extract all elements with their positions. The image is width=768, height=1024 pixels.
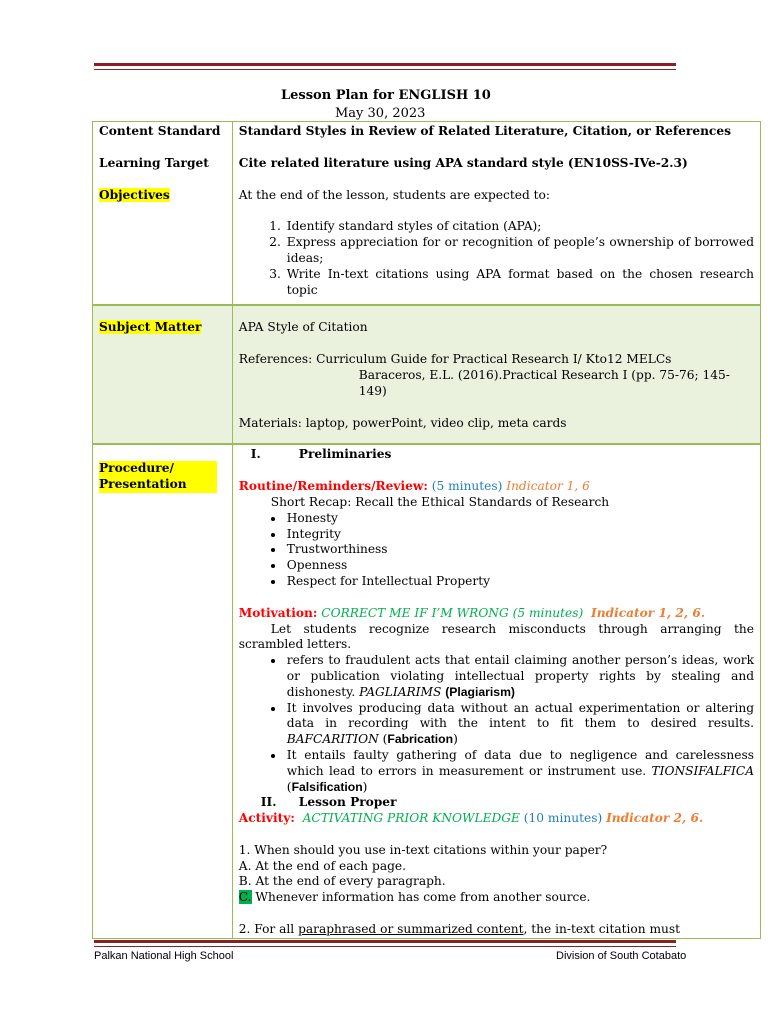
subject-matter-topic: APA Style of Citation — [238, 320, 368, 335]
list-item: • refers to fraudulent acts that entail claiming another person’s ideas, work or publication violating intellectual property rights by stealing and dishonesty. PAGLIARIMS (Plagiarism) — [285, 653, 754, 700]
procedure-label: Procedure/ Presentation — [99, 461, 217, 493]
question-1: 1. When should you use in-text citations within your paper? — [238, 842, 608, 857]
header-rule — [94, 63, 676, 66]
misconduct-list — [239, 653, 754, 795]
list-item: • Respect for Intellectual Property — [285, 574, 754, 590]
footer-rule — [94, 940, 676, 943]
question-1-option-b: B. At the end of every paragraph. — [238, 874, 446, 889]
references-line-1: References: Curriculum Guide for Practical Research I/ Kto12 MELCs — [238, 352, 672, 367]
content-standard-label: Content Standard Learning Target Objectives — [93, 122, 233, 306]
table-row-subject-matter — [93, 305, 761, 444]
objectives-label: Objectives — [99, 187, 170, 202]
procedure-label-cell — [93, 444, 233, 938]
subject-matter-label: Subject Matter — [99, 320, 202, 335]
content-standard-cell — [232, 122, 760, 306]
footer-school: Palkan National High School — [94, 950, 234, 962]
references-line-2: Baraceros, E.L. (2016).Practical Research I (pp. 75-76; 145-149) — [358, 367, 730, 398]
list-item: 1. Identify standard styles of citation (APA); — [285, 219, 754, 235]
objectives-intro: At the end of the lesson, students are expected to: — [238, 187, 550, 202]
content-standard-value: Standard Styles in Review of Related Literature, Citation, or References — [238, 124, 731, 138]
lesson-plan-table — [92, 121, 761, 939]
question-1-option-c: C. Whenever information has come from another source. — [238, 890, 591, 905]
table-row-procedure — [93, 444, 761, 938]
question-1-option-a: A. At the end of each page. — [238, 858, 406, 873]
recap-list — [239, 511, 754, 590]
motivation-desc: Let students recognize research misconducts through arranging the scrambled letters. — [238, 621, 754, 652]
table-row-content-standard — [93, 122, 761, 306]
routine-line: Routine/Reminders/Review: (5 minutes) Indicator 1, 6 — [238, 479, 590, 494]
learning-target-label: Learning Target — [99, 155, 209, 170]
list-item: 3. Write In-text citations using APA format based on the chosen research topic — [285, 267, 754, 299]
subject-matter-cell — [232, 305, 760, 444]
recap-line: Short Recap: Recall the Ethical Standards of Research — [270, 494, 610, 509]
list-item: • Trustworthiness — [285, 542, 754, 558]
header-rule-thin — [94, 69, 676, 70]
footer-division: Division of South Cotabato — [556, 950, 687, 962]
page-date: May 30, 2023 — [335, 106, 426, 121]
list-item: 2. Express appreciation for or recognition of people’s ownership of borrowed ideas; — [285, 235, 754, 267]
motivation-line: Motivation: CORRECT ME IF I’M WRONG (5 minutes) Indicator 1, 2, 6. — [238, 605, 706, 620]
objectives-list — [239, 219, 754, 298]
list-item: • Honesty — [285, 511, 754, 527]
section-preliminaries: I. Preliminaries — [250, 447, 392, 462]
list-item: • It entails faulty gathering of data due to negligence and carelessness which lead to errors in measurement or instrument use. TIONSIFALFICA (Falsification) — [285, 748, 754, 795]
footer-rule-thin — [94, 946, 676, 947]
section-lesson-proper: II. Lesson Proper — [260, 795, 397, 810]
answer-highlight: C. — [238, 890, 252, 905]
activity-line: Activity: ACTIVATING PRIOR KNOWLEDGE (10 minutes) Indicator 2, 6. — [238, 811, 704, 826]
list-item: • It involves producing data without an actual experimentation or altering data in recording with the intent to fit them to desired results. BAFCARITION (Fabrication) — [285, 701, 754, 748]
question-2: 2. For all paraphrased or summarized content, the in-text citation must — [238, 922, 681, 937]
list-item: • Integrity — [285, 527, 754, 543]
materials: Materials: laptop, powerPoint, video clip, meta cards — [238, 415, 567, 430]
procedure-cell — [232, 444, 760, 938]
learning-target-value: Cite related literature using APA standard style (EN10SS-IVe-2.3) — [238, 155, 688, 170]
subject-matter-label-cell — [93, 305, 233, 444]
page-title: Lesson Plan for ENGLISH 10 — [281, 88, 491, 103]
list-item: • Openness — [285, 558, 754, 574]
